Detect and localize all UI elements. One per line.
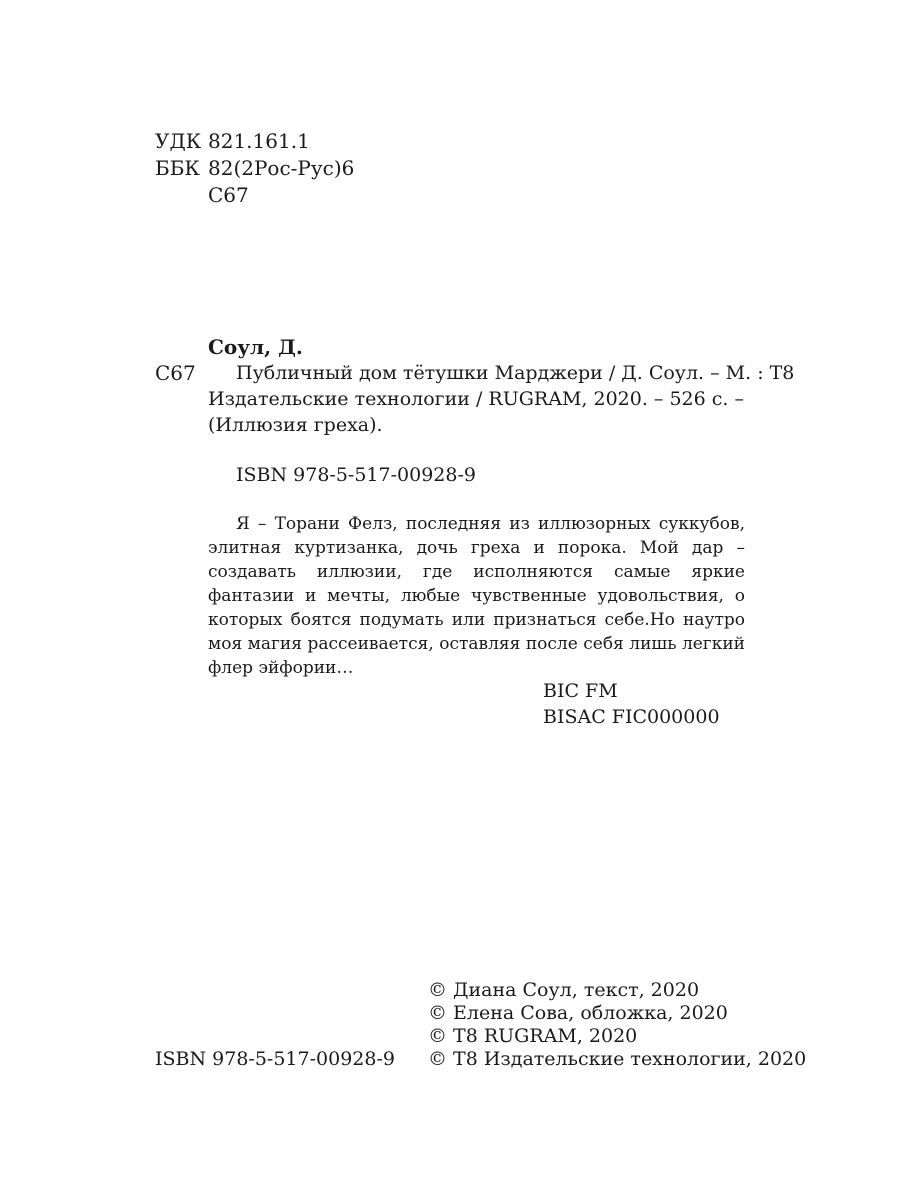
bbk-label: ББК [155, 156, 200, 180]
footer-isbn: ISBN 978-5-517-00928-9 [155, 1048, 395, 1070]
copyright-line: © Диана Соул, текст, 2020 [428, 979, 700, 1001]
record-title-line-2: Издательские технологии / RUGRAM, 2020. – 526 с. – [208, 388, 744, 410]
bic-code: BIC FM [543, 680, 618, 702]
copyright-line: © Т8 Издательские технологии, 2020 [428, 1048, 807, 1070]
annotation-text: Я – Торани Фелз, последняя из иллюзорных суккубов, элитная куртизанка, дочь греха и порока. Мой дар – создавать иллюзии, где исполняются самые яркие фантазии и мечты, любые чувственные удовольствия, о которых боятся подумать или признаться себе.Но наутро моя магия рассеивается, оставляя после себя лишь легкий флер эйфории… [208, 514, 745, 678]
bisac-code: BISAC FIC000000 [543, 706, 720, 728]
udk-value: 821.161.1 [208, 129, 310, 153]
copyright-line: © Елена Сова, обложка, 2020 [428, 1002, 728, 1024]
record-author-mark: С67 [155, 361, 196, 385]
bbk-value: 82(2Рос-Рус)6 [208, 156, 355, 180]
author-mark: С67 [208, 183, 249, 207]
record-title-line-1: Публичный дом тётушки Марджери / Д. Соул. – М. : Т8 [236, 362, 795, 384]
record-isbn: ISBN 978-5-517-00928-9 [236, 464, 476, 486]
copyright-line: © Т8 RUGRAM, 2020 [428, 1025, 638, 1047]
record-author: Соул, Д. [208, 335, 303, 359]
record-title-line-3: (Иллюзия греха). [208, 414, 383, 436]
udk-label: УДК [155, 129, 202, 153]
